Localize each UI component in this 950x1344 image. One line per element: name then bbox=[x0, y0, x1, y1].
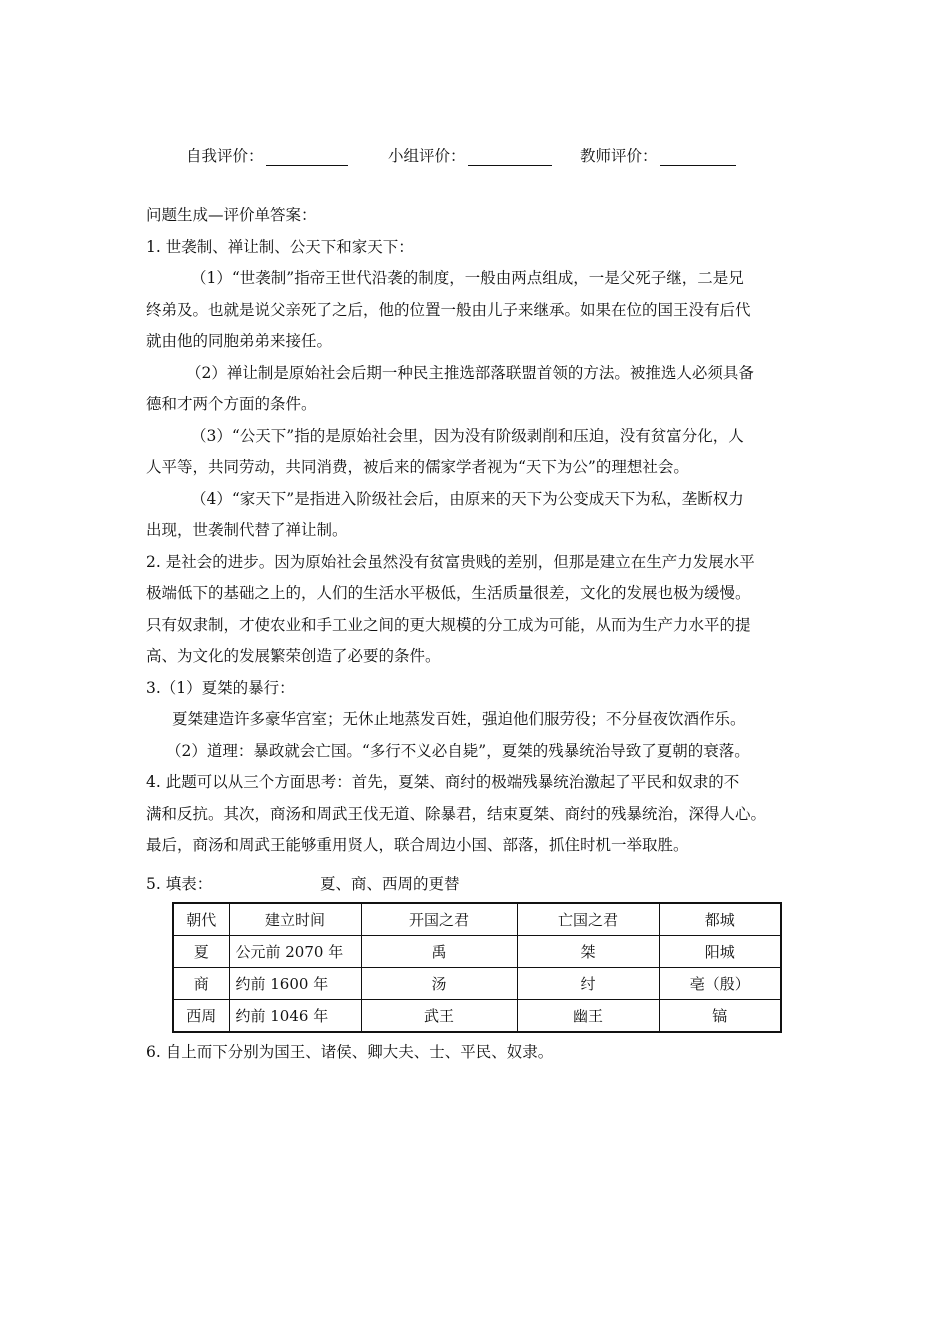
teacher-evaluation-blank[interactable] bbox=[660, 147, 736, 166]
table-header-cell: 开国之君 bbox=[361, 903, 517, 936]
q2-line: 2. 是社会的进步。因为原始社会虽然没有贫富贵贱的差别，但那是建立在生产力发展水平 bbox=[146, 552, 755, 571]
self-evaluation bbox=[186, 144, 348, 166]
table-cell: 约前 1046 年 bbox=[229, 1000, 361, 1033]
q5-header bbox=[146, 870, 546, 898]
group-evaluation-label: 小组评价： bbox=[388, 147, 466, 165]
dynasty-table bbox=[172, 902, 782, 1033]
q4-line: 满和反抗。其次，商汤和周武王伐无道、除暴君，结束夏桀、商纣的残暴统治，深得人心。 bbox=[146, 804, 767, 823]
q5-label: 5. 填表： bbox=[146, 875, 213, 893]
q1-p3-line: （3）“公天下”指的是原始社会里，因为没有阶级剥削和压迫，没有贫富分化，人 bbox=[191, 426, 744, 445]
table-cell: 公元前 2070 年 bbox=[229, 936, 361, 968]
table-cell: 西周 bbox=[173, 1000, 229, 1033]
table-cell: 镐 bbox=[659, 1000, 781, 1033]
q4-line: 最后，商汤和周武王能够重用贤人，联合周边小国、部落，抓住时机一举取胜。 bbox=[146, 836, 689, 854]
q2-line: 极端低下的基础之上的，人们的生活水平极低，生活质量很差，文化的发展也极为缓慢。 bbox=[146, 584, 751, 602]
q1-p4-line: （4）“家天下”是指进入阶级社会后，由原来的天下为公变成天下为私，垄断权力 bbox=[191, 489, 744, 508]
answers-body bbox=[146, 200, 812, 862]
q1-p1-line: 就由他的同胞弟弟来接任。 bbox=[146, 332, 333, 350]
table-cell: 约前 1600 年 bbox=[229, 968, 361, 1000]
self-evaluation-label: 自我评价： bbox=[186, 147, 264, 165]
q1-p4-line: 出现，世袭制代替了禅让制。 bbox=[146, 521, 348, 539]
teacher-evaluation-label: 教师评价： bbox=[580, 147, 658, 165]
table-cell: 幽王 bbox=[517, 1000, 659, 1033]
q1-title: 1. 世袭制、禅让制、公天下和家天下： bbox=[146, 237, 414, 256]
table-cell: 商 bbox=[173, 968, 229, 1000]
group-evaluation bbox=[388, 144, 552, 166]
table-cell: 桀 bbox=[517, 936, 659, 968]
table-cell: 夏 bbox=[173, 936, 229, 968]
q5-table-title: 夏、商、西周的更替 bbox=[320, 875, 460, 893]
table-header-cell: 亡国之君 bbox=[517, 903, 659, 936]
q2-line: 只有奴隶制，才使农业和手工业之间的更大规模的分工成为可能，从而为生产力水平的提 bbox=[146, 615, 751, 634]
q3-line: 夏桀建造许多豪华宫室；无休止地蒸发百姓，强迫他们服劳役；不分昼夜饮酒作乐。 bbox=[172, 710, 746, 728]
answers-heading: 问题生成—评价单答案： bbox=[146, 206, 317, 224]
table-header-row bbox=[173, 903, 781, 936]
q1-p2-line: （2）禅让制是原始社会后期一种民主推选部落联盟首领的方法。被推选人必须具备 bbox=[186, 363, 754, 382]
table-cell: 纣 bbox=[517, 968, 659, 1000]
q6-answer: 6. 自上而下分别为国王、诸侯、卿大夫、士、平民、奴隶。 bbox=[146, 1043, 554, 1061]
q1-p3-line: 人平等，共同劳动，共同消费，被后来的儒家学者视为“天下为公”的理想社会。 bbox=[146, 458, 689, 476]
q1-p2-line: 德和才两个方面的条件。 bbox=[146, 395, 317, 413]
table-cell: 亳（殷） bbox=[659, 968, 781, 1000]
q2-line: 高、为文化的发展繁荣创造了必要的条件。 bbox=[146, 647, 441, 665]
group-evaluation-blank[interactable] bbox=[468, 147, 552, 166]
q3-title: 3.（1）夏桀的暴行： bbox=[146, 678, 295, 697]
self-evaluation-blank[interactable] bbox=[266, 147, 348, 166]
table-cell: 武王 bbox=[361, 1000, 517, 1033]
q1-p1-line: 终弟及。也就是说父亲死了之后，他的位置一般由儿子来继承。如果在位的国王没有后代 bbox=[146, 300, 751, 319]
table-header-cell: 建立时间 bbox=[229, 903, 361, 936]
q1-p1-line: （1）“世袭制”指帝王世代沿袭的制度，一般由两点组成，一是父死子继，二是兄 bbox=[191, 269, 744, 287]
table-row bbox=[173, 1000, 781, 1033]
q3-line: （2）道理：暴政就会亡国。“多行不义必自毙”，夏桀的残暴统治导致了夏朝的衰落。 bbox=[166, 741, 750, 760]
table-cell: 禹 bbox=[361, 936, 517, 968]
evaluation-row bbox=[186, 144, 786, 168]
table-row bbox=[173, 936, 781, 968]
table-header-cell: 朝代 bbox=[173, 903, 229, 936]
q4-line: 4. 此题可以从三个方面思考：首先，夏桀、商纣的极端残暴统治激起了平民和奴隶的不 bbox=[146, 773, 740, 791]
table-cell: 阳城 bbox=[659, 936, 781, 968]
table-header-cell: 都城 bbox=[659, 903, 781, 936]
teacher-evaluation bbox=[580, 144, 736, 166]
table-row bbox=[173, 968, 781, 1000]
table-cell: 汤 bbox=[361, 968, 517, 1000]
